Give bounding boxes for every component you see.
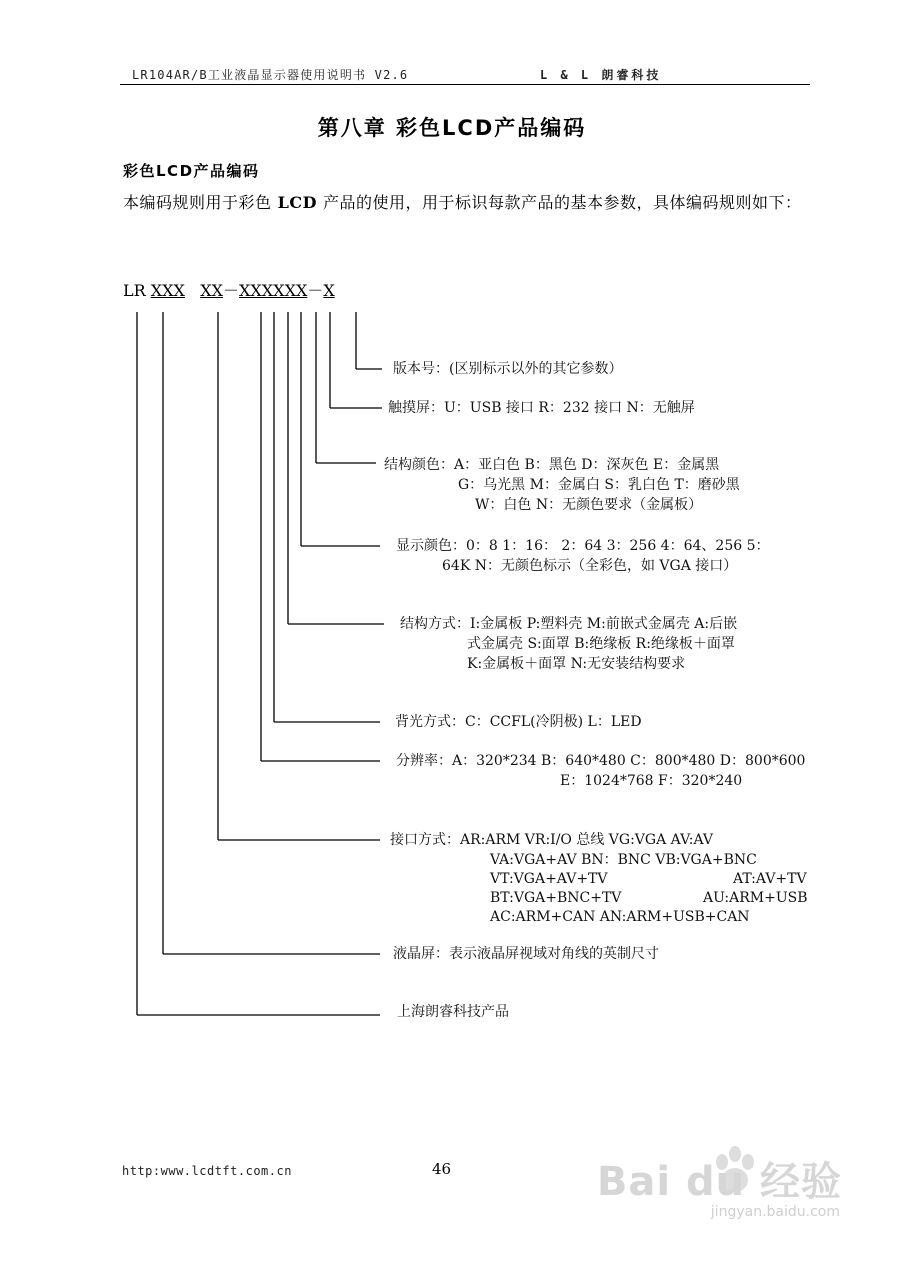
desc-interface-6: AU:ARM+USB [703,890,808,906]
desc-interface-2: VA:VGA+AV BN：BNC VB:VGA+BNC [490,852,757,868]
desc-interface-3: VT:VGA+AV+TV [490,871,608,887]
desc-display-color-1: 显示颜色：0：8 1：16： 2：64 3：256 4：64、256 5： [396,538,770,554]
desc-resolution-1: 分辨率：A：320*234 B：640*480 C：800*480 D：800*600 [396,753,806,769]
code-group-params: XXXXXX [239,281,308,300]
desc-touch: 触摸屏：U：USB 接口 R：232 接口 N：无触屏 [388,400,695,416]
desc-struct-mode-1: 结构方式：I:金属板 P:塑料壳 M:前嵌式金属壳 A:后嵌 [400,616,738,632]
desc-struct-mode-2: 式金属壳 S:面罩 B:绝缘板 R:绝缘板＋面罩 [467,636,735,652]
desc-interface-4: AT:AV+TV [733,871,807,887]
page-number: 46 [432,1160,452,1178]
desc-interface-7: AC:ARM+CAN AN:ARM+USB+CAN [490,909,750,925]
intro-text-b: 产品的使用，用于标识每款产品的基本参数，具体编码规则如下： [323,193,802,212]
section-title: 彩色LCD产品编码 [123,162,260,180]
desc-struct-color-1: 结构颜色：A：亚白色 B：黑色 D：深灰色 E：金属黑 [384,457,720,473]
footer-url: http:www.lcdtft.com.cn [122,1164,292,1178]
intro-text-a: 本编码规则用于彩色 [123,193,272,212]
code-sep-2: － [307,281,324,300]
header-company: L & L 朗睿科技 [540,68,662,82]
desc-backlight: 背光方式：C：CCFL(冷阴极) L：LED [395,714,642,730]
intro-text-bold: LCD [271,193,324,212]
desc-interface-5: BT:VGA+BNC+TV [490,890,622,906]
watermark-brand: Bai du 经验 [596,1159,842,1205]
desc-struct-color-2: G：乌光黑 M：金属白 S：乳白色 T：磨砂黑 [458,477,740,493]
code-group-size: XXX [150,281,185,300]
desc-version: 版本号：(区别标示以外的其它参数） [393,361,623,377]
desc-display-color-2: 64K N：无颜色标示（全彩色，如 VGA 接口） [442,558,738,574]
code-group-interface: XX [200,281,223,300]
code-sep-1: － [222,281,239,300]
watermark-url: jingyan.baidu.com [710,1204,840,1220]
header-doc-title: LR104AR/B工业液晶显示器使用说明书 V2.6 [132,68,409,82]
desc-panel: 液晶屏：表示液晶屏视域对角线的英制尺寸 [393,946,659,962]
desc-struct-mode-3: K:金属板＋面罩 N:无安装结构要求 [467,656,686,672]
code-group-version: X [323,281,335,300]
desc-resolution-2: E：1024*768 F：320*240 [560,773,743,789]
desc-company: 上海朗睿科技产品 [397,1004,509,1020]
desc-interface-1: 接口方式：AR:ARM VR:I/O 总线 VG:VGA AV:AV [390,832,714,848]
code-prefix: LR [123,281,146,300]
desc-struct-color-3: W：白色 N：无颜色要求（金属板） [475,497,703,513]
chapter-title: 第八章 彩色LCD产品编码 [317,116,587,140]
